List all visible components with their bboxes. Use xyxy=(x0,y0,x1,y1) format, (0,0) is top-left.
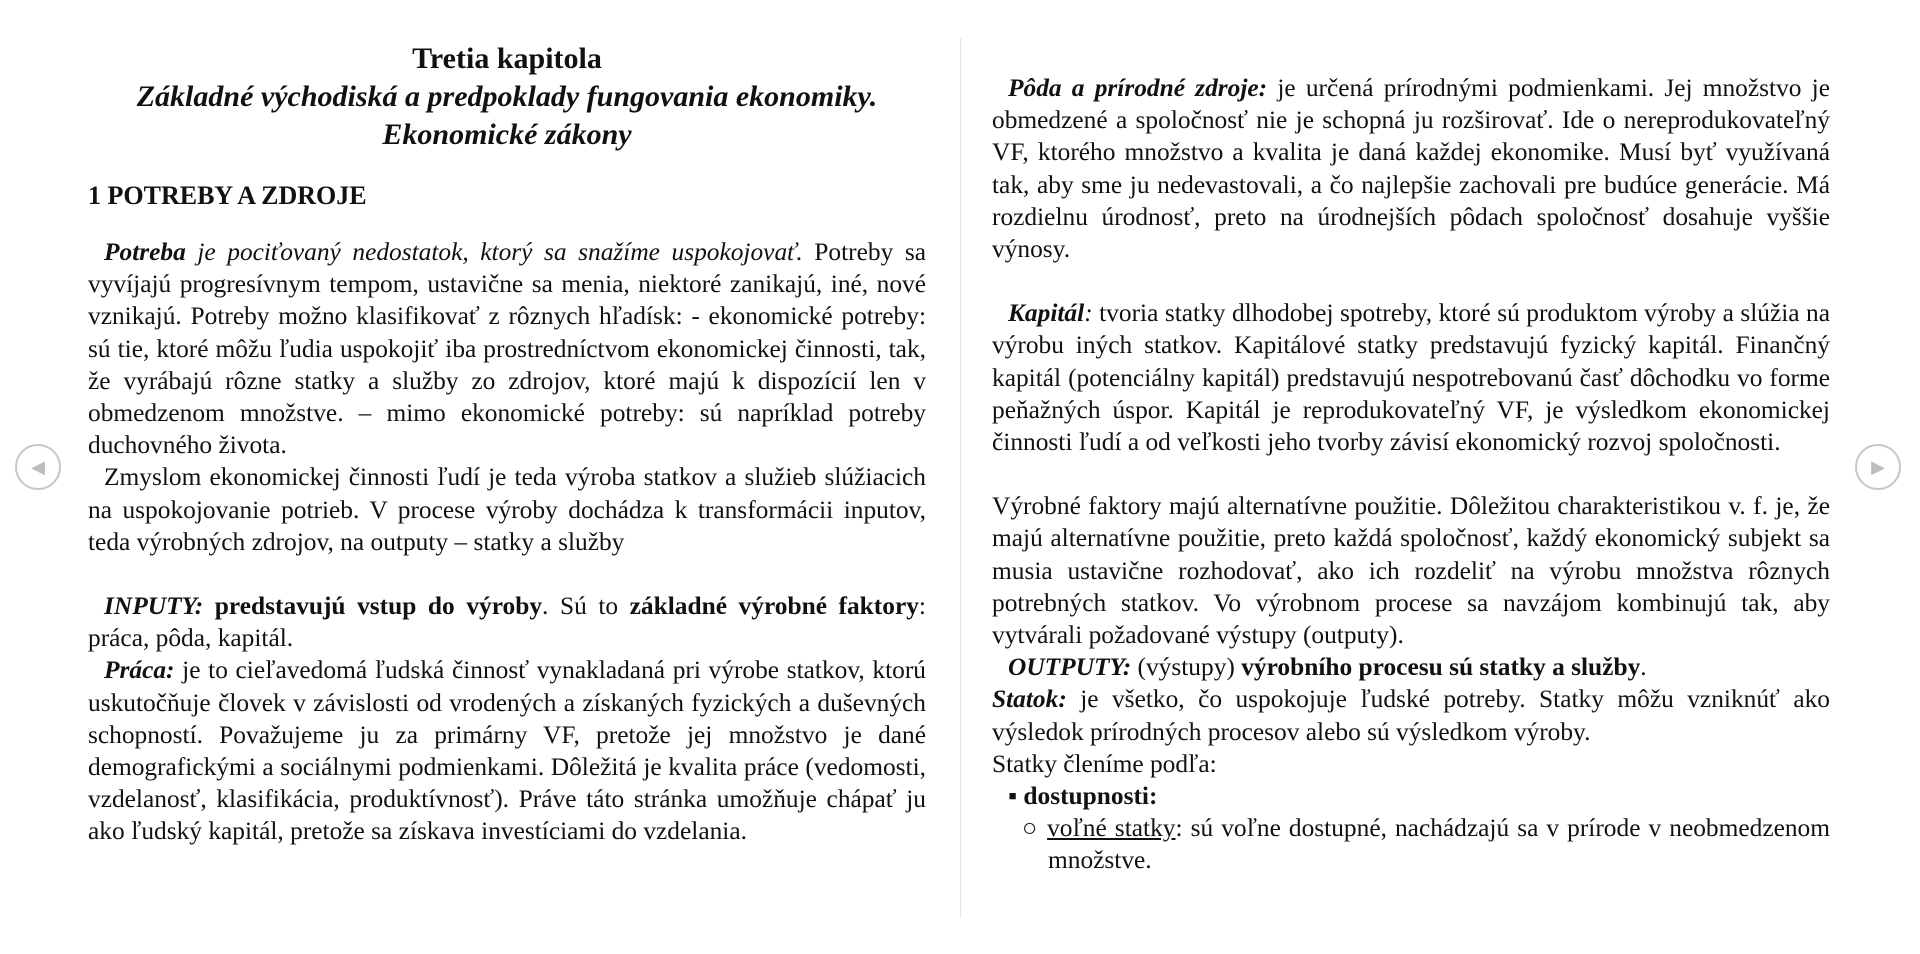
paragraph-text: je to cieľavedomá ľudská činnosť vynakladaná pri výrobe statkov, ktorú uskutočňuje človek v závislosti od vrodených a získaných fyzických a duševných schopností. Považujeme ju za primárny VF, pretože jej množstvo je dané demografickými a sociálnymi podmienkami. Dôležitá je kvalita práce (vedomosti, vzdelanosť, klasifikácia, produktívnosť). Práve táto stránka umožňuje chápať ju ako ľudský kapitál, pretože sa získava investíciami do vzdelania. xyxy=(88,656,926,846)
paragraph-text: : práca, pôda, kapitál. xyxy=(88,592,926,653)
arrow-left-icon: ◀ xyxy=(31,456,45,478)
bold-text: predstavujú vstup do výroby xyxy=(203,592,543,621)
paragraph-text: . xyxy=(1640,653,1647,682)
list-item xyxy=(992,780,1830,812)
paragraph-text: Potreby sa vyvíjajú progresívnym tempom, ustavične sa menia, niektoré zanikajú, iné, nové vznikajú. Potreby možno klasifikovať z rôznych hľadísk: - ekonomické potreby: sú tie, ktoré môžu ľudia uspokojiť iba prostredníctvom ekonomickej činnosti, tak, že vyrábajú rôzne statky a služby zo zdrojov, ktoré majú k dispozícií len v obmedzenom množstve. – mimo ekonomické potreby: sú napríklad potreby duchovného života. xyxy=(88,238,926,460)
previous-page-button[interactable] xyxy=(15,444,61,490)
chapter-title-block xyxy=(88,40,926,154)
right-page xyxy=(992,72,1830,877)
colon-text: : xyxy=(1084,299,1093,328)
paragraph-statok xyxy=(992,683,1830,747)
list-item-text: : sú voľne dostupné, nachádzajú sa v prírode v neobmedzenom množstve. xyxy=(1048,814,1830,875)
paragraph-clenenie: Statky členíme podľa: xyxy=(992,749,1217,778)
paragraph-kapital xyxy=(992,297,1830,458)
paragraph-outputy xyxy=(992,651,1830,683)
paragraph-inputy xyxy=(88,590,926,654)
section-heading: 1 POTREBY A ZDROJE xyxy=(88,181,367,210)
paragraph-text: . Sú to xyxy=(542,592,630,621)
paragraph-text: je všetko, čo uspokojuje ľudské potreby. Statky môžu vzniknúť ako výsledok prírodných procesov alebo sú výsledkom výroby. xyxy=(992,685,1830,746)
bold-text: výrobního procesu sú statky a služby xyxy=(1241,653,1641,682)
paragraph-text: tvoria statky dlhodobej spotreby, ktoré sú produktom výroby a slúžia na výrobu iných statkov. Kapitálové statky predstavujú fyzický kapitál. Finančný kapitál (potenciálny kapitál) predstavujú nespotrebovanú časť dôchodku vo forme peňažných úspor. Kapitál je reprodukovateľný VF, je výsledkom ekonomickej činnosti ľudí a od veľkosti jeho tvorby závisí ekonomický rozvoj spoločnosti. xyxy=(992,299,1830,457)
paragraph-text: (výstupy) xyxy=(1131,653,1242,682)
chapter-subtitle-line1: Základné východiská a predpoklady fungovania ekonomiky. xyxy=(136,80,878,113)
book-spread xyxy=(72,20,1848,920)
page-divider xyxy=(960,38,961,918)
term-kapital: Kapitál xyxy=(1008,299,1085,328)
list-item-text: dostupnosti: xyxy=(1023,782,1158,811)
list-item xyxy=(992,812,1830,876)
term-statok: Statok: xyxy=(992,685,1067,714)
term-poda: Pôda a prírodné zdroje: xyxy=(1008,74,1268,102)
paragraph-potreba xyxy=(88,236,926,461)
left-page xyxy=(88,40,926,848)
term-inputy: INPUTY: xyxy=(104,592,204,621)
term-potreba: Potreba xyxy=(104,238,186,266)
paragraph-praca xyxy=(88,654,926,847)
chapter-title: Tretia kapitola xyxy=(412,42,602,75)
paragraph-text: je určená prírodnými podmienkami. Jej množstvo je obmedzené a spoločnosť nie je schopná ju rozširovať. Ide o nereprodukovateľný VF, ktorého množstvo a kvalita je daná každej ekonomike. Musí byť využívaná tak, aby sme ju nedevastovali, a čo najlepšie zachovali pre budúce generácie. Má rozdielnu úrodnosť, preto na úrodnejších pôdach spoločnosť dosahuje vyššie výnosy. xyxy=(992,74,1830,264)
next-page-button[interactable] xyxy=(1855,444,1901,490)
term-volne-statky: voľné statky xyxy=(1047,814,1176,843)
arrow-right-icon: ▶ xyxy=(1871,456,1885,478)
square-bullet-icon: ▪ xyxy=(1008,782,1018,811)
paragraph-zmyslom: Zmyslom ekonomickej činnosti ľudí je teda výroba statkov a služieb slúžiacich na uspokojovanie potrieb. V procese výroby dochádza k transformácii inputov, teda výrobných zdrojov, na outputy – statky a služby xyxy=(88,463,926,556)
paragraph-poda xyxy=(992,72,1830,265)
paragraph-vyrobne-faktory: Výrobné faktory majú alternatívne použitie. Dôležitou charakteristikou v. f. je, že majú alternatívne použitie, preto každá spoločnosť, každý ekonomický subjekt sa musia ustavične rozhodovať, ako ich rozdeliť na výrobu množstva rôznych potrebných statkov. Vo výrobnom procese sa navzájom kombinujú tak, aby vytvárali požadované výstupy (outputy). xyxy=(992,492,1830,650)
chapter-subtitle-line2: Ekonomické zákony xyxy=(382,118,632,151)
bold-text: základné výrobné faktory xyxy=(629,592,919,621)
term-outputy: OUTPUTY: xyxy=(1008,653,1132,682)
definition-potreba: je pociťovaný nedostatok, ktorý sa snažíme uspokojovať. xyxy=(185,238,803,266)
circle-bullet-icon: ○ xyxy=(1022,814,1040,843)
term-praca: Práca: xyxy=(104,656,175,685)
